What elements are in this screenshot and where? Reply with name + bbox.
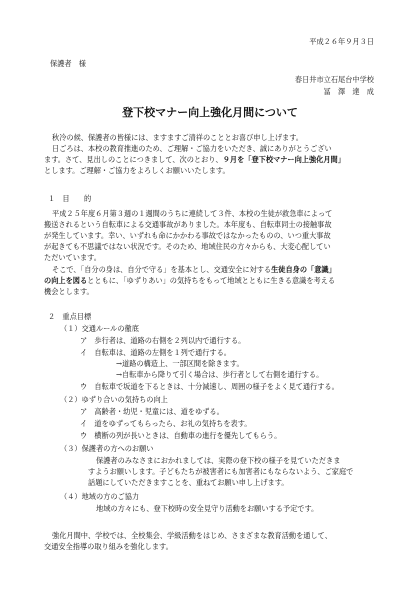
intro-line-1: 秋冷の候、保護者の皆様には、ますますご清祥のこととお喜び申し上げます。 xyxy=(52,133,303,142)
closing-line: 交通安全指導の取り組みを強化します。 xyxy=(44,542,173,551)
goal-heading: （４）地域の方のご協力 xyxy=(60,492,140,501)
goal-note: →道路の構造上、一部区間を除きます。 xyxy=(116,359,244,368)
goal-item: イ 道をゆずってもらったら、お礼の気持ちを表す。 xyxy=(80,419,252,428)
section-2-heading: ２ 重点目標 xyxy=(48,312,92,321)
purpose-line: が起きても不思議ではない状況です。そのため、地域住民の方々からも、大変心配してい xyxy=(44,242,331,251)
page-title: 登下校マナー向上強化月間について xyxy=(122,106,298,119)
intro-line-2: 日ごろは、本校の教育推進のため、ご理解・ご協力をいただき、誠にありがとうござい xyxy=(52,144,332,153)
goal-heading: （２）ゆずり合いの気持ちの向上 xyxy=(60,395,168,404)
purpose-line: 平成２５年度６月第３週の１週間のうちに連続して３件、本校の生徒が救急車によって xyxy=(52,209,333,218)
section-1-heading: １ 目 的 xyxy=(48,194,92,203)
awareness-highlight: 生徒自身の「意識」 xyxy=(271,265,336,274)
purpose-line: ただいています。 xyxy=(44,253,101,262)
goal-heading: （１）交通ルールの徹底 xyxy=(60,324,139,333)
goal-item: ア 高齢者・幼児・児童には、道をゆずる。 xyxy=(80,407,224,416)
request-line: 話題にしていただきますことを、重ねてお願い申し上げます。 xyxy=(88,478,289,487)
recipient: 保護者 様 xyxy=(50,59,86,68)
goal-item: ア 歩行者は、道路の右側を２列以内で通行する。 xyxy=(80,336,246,345)
goal-item: イ 自転車は、道路の左側を１列で通行する。 xyxy=(80,348,231,357)
document-date: 平成２６年９月３日 xyxy=(309,37,374,46)
request-line: 保護者のみなさまにおかれましては、実際の登下校の様子を見ていただきま xyxy=(96,456,341,465)
goal-heading: （３）保護者の方へのお願い xyxy=(60,444,154,453)
closing-line: 強化月間中、学校では、全校集会、学級活動をはじめ、さまざまな教育活動を通して、 xyxy=(52,531,332,540)
purpose-line: の向上を図るとともに、「ゆずりあい」の気持ちをもって地域とともに生きる意識を考える xyxy=(44,276,336,285)
goal-item: ウ 自転車で坂道を下るときは、十分減速し、周囲の様子をよく見て通行する。 xyxy=(80,382,339,391)
intro-line-3: ます。さて、見出しのことにつきまして、次のとおり、９月を「登下校マナー向上強化月間」 xyxy=(44,155,345,164)
request-line: すようお願いします。子どもたちが被害者にも加害者にもならないよう、ご家庭で xyxy=(88,467,354,476)
principal-name: 冨 澤 達 成 xyxy=(323,87,374,96)
improvement-highlight: の向上を図る xyxy=(44,276,88,285)
purpose-line: そこで、「自分の身は、自分で守る」を基本とし、交通安全に対する生徒自身の「意識」 xyxy=(52,265,336,274)
purpose-line: 搬送されるという自転車による交通事故がありました。本年度も、自転車同士の接触事故 xyxy=(44,220,332,229)
goal-note: →自転車から降りて引く場合は、歩行者として右側を通行する。 xyxy=(116,370,324,379)
purpose-line: 機会とします。 xyxy=(44,287,94,296)
purpose-line: が発生しています。幸い、いずれも命にかかわる事故ではなかったものの、いつ重大事故 xyxy=(44,231,331,240)
community-line: 地域の方々にも、登下校時の安全見守り活動をお願いする予定です。 xyxy=(96,504,319,513)
intro-line-4: とします。ご理解・ご協力をよろしくお願いいたします。 xyxy=(44,166,230,175)
goal-item: ウ 横断の列が長いときは、自動車の進行を優先してもらう。 xyxy=(80,431,282,440)
school-name: 春日井市立石尾台中学校 xyxy=(294,75,374,84)
campaign-highlight: ９月を「登下校マナー向上強化月間」 xyxy=(222,155,345,164)
